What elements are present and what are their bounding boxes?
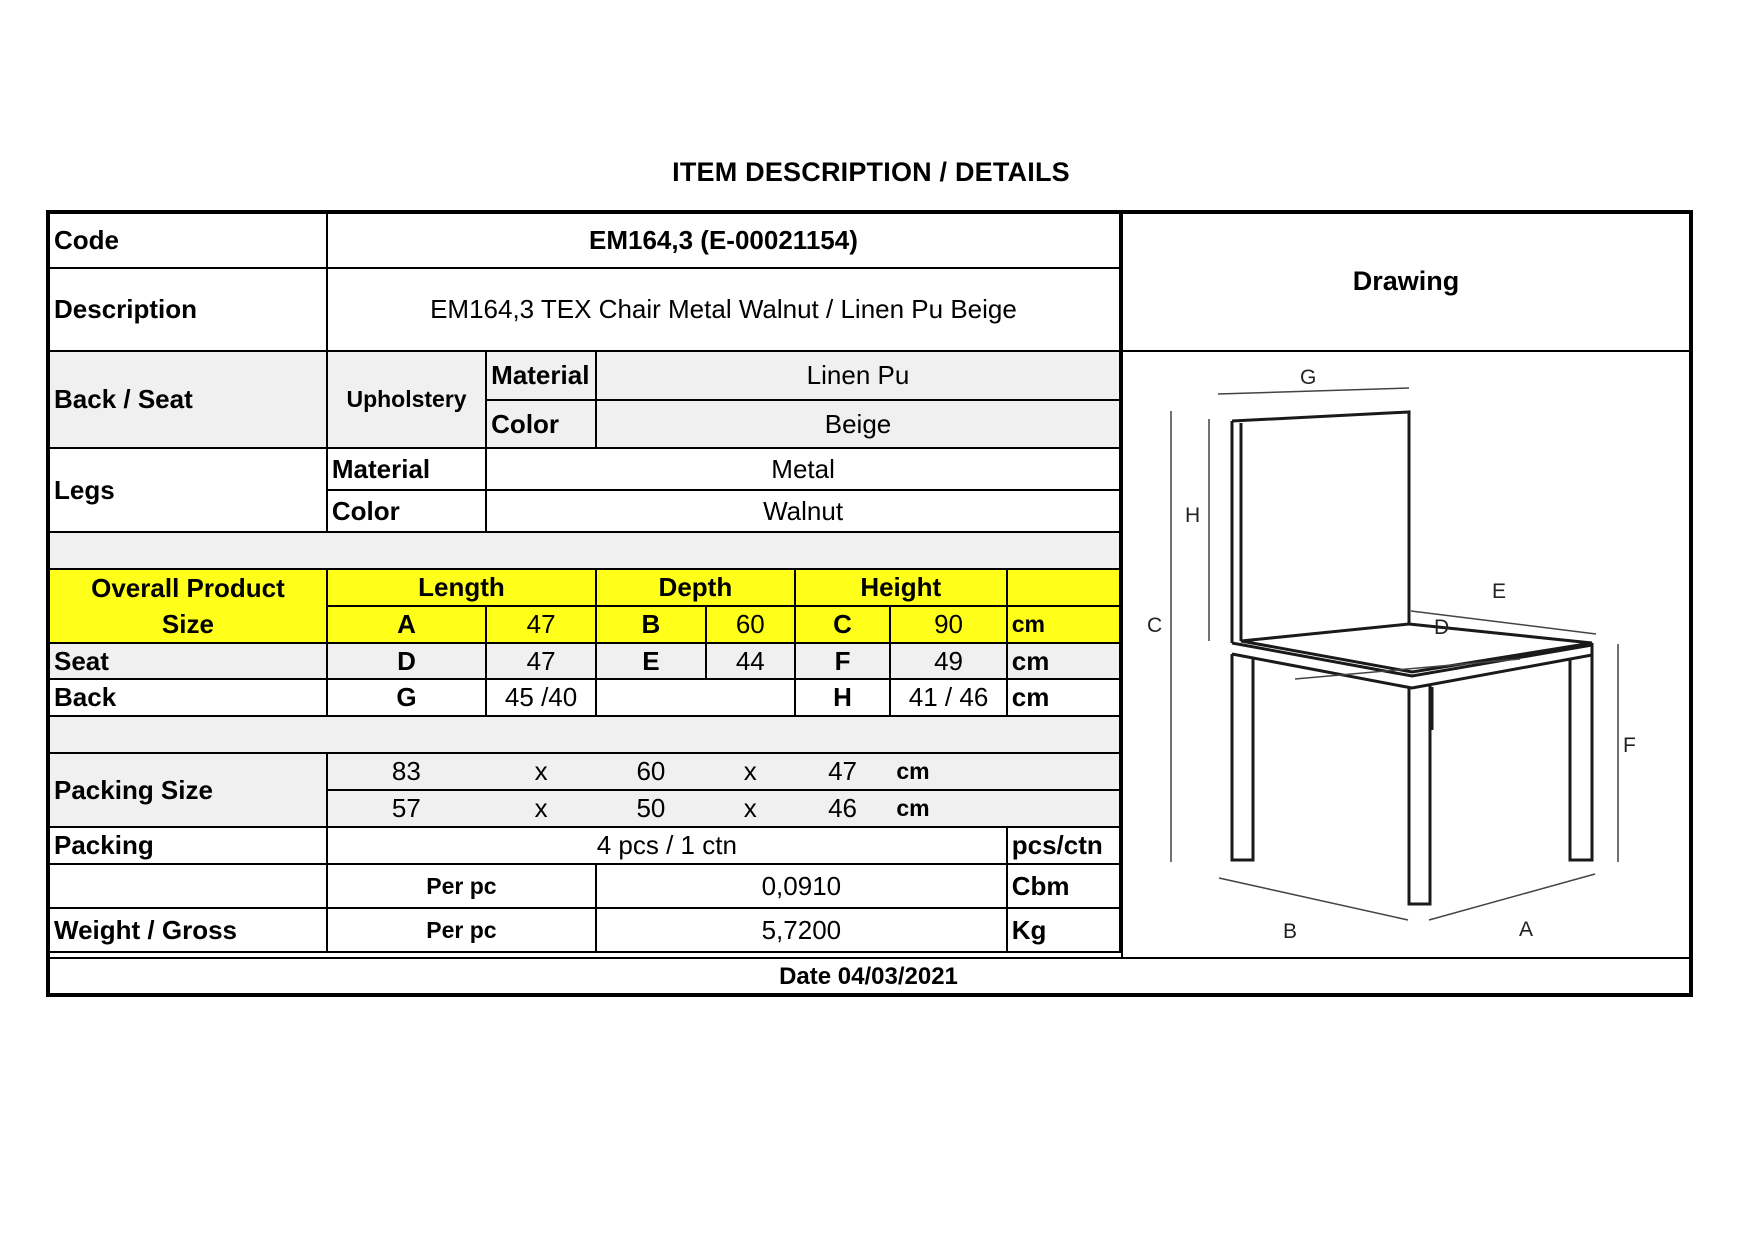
date-footer: Date 04/03/2021	[48, 957, 1689, 995]
dim-c-value: 90	[890, 606, 1006, 643]
upholstery-label: Upholstery	[327, 351, 486, 448]
dim-g-value: 45 /40	[486, 679, 596, 716]
weight-unit: Kg	[1007, 908, 1120, 952]
dim-h-value: 41 / 46	[890, 679, 1006, 716]
unit-header	[1007, 569, 1120, 606]
spacer-row	[49, 532, 1120, 569]
legs-color-label: Color	[327, 490, 486, 532]
drawing-column	[1121, 212, 1689, 957]
page-title: ITEM DESCRIPTION / DETAILS	[672, 157, 1070, 187]
dim-e-value: 44	[706, 643, 795, 679]
dim-d-letter: D	[327, 643, 486, 679]
volume-per: Per pc	[327, 864, 596, 908]
legs-color-value: Walnut	[486, 490, 1120, 532]
spec-table	[48, 212, 1121, 953]
dim-a-letter: A	[327, 606, 486, 643]
dim-label-f: F	[1623, 734, 1636, 757]
description-label: Description	[49, 268, 327, 351]
pack2-width: 50	[596, 790, 706, 827]
spacer-row-2	[49, 716, 1120, 753]
packing-value: 4 pcs / 1 ctn	[327, 827, 1007, 864]
dim-label-g: G	[1300, 366, 1317, 389]
back-unit: cm	[1007, 679, 1120, 716]
pack1-length: 83	[327, 753, 486, 790]
back-empty-cell	[596, 679, 795, 716]
pack2-x2: x	[706, 790, 795, 827]
back-seat-material-value: Linen Pu	[596, 351, 1120, 400]
packing-unit: pcs/ctn	[1007, 827, 1120, 864]
overall-size-label-line2: Size	[161, 609, 214, 639]
back-seat-label: Back / Seat	[49, 351, 327, 448]
dim-d-value: 47	[486, 643, 596, 679]
pack1-unit: cm	[890, 753, 1120, 790]
volume-value: 0,0910	[596, 864, 1007, 908]
seat-unit: cm	[1007, 643, 1120, 679]
dim-b-letter: B	[596, 606, 706, 643]
legs-label: Legs	[49, 448, 327, 532]
dim-label-b: B	[1283, 920, 1298, 943]
weight-label: Weight / Gross	[49, 908, 327, 952]
packing-size-label: Packing Size	[49, 753, 327, 827]
back-seat-material-label: Material	[486, 351, 596, 400]
dim-label-h: H	[1185, 504, 1201, 527]
volume-unit: Cbm	[1007, 864, 1120, 908]
overall-unit: cm	[1007, 606, 1120, 643]
pack1-x2: x	[706, 753, 795, 790]
dim-e-letter: E	[596, 643, 706, 679]
code-value: EM164,3 (E-00021154)	[327, 213, 1120, 268]
back-seat-color-label: Color	[486, 400, 596, 448]
pack2-x1: x	[486, 790, 596, 827]
pack2-length: 57	[327, 790, 486, 827]
dimension-labels	[1147, 366, 1636, 943]
packing-label: Packing	[49, 827, 327, 864]
overall-size-label	[49, 569, 327, 643]
description-value: EM164,3 TEX Chair Metal Walnut / Linen Pu Beige	[327, 268, 1120, 351]
depth-header: Depth	[596, 569, 795, 606]
pack1-width: 60	[596, 753, 706, 790]
dim-h-letter: H	[795, 679, 891, 716]
pack1-x1: x	[486, 753, 596, 790]
pack2-unit: cm	[890, 790, 1120, 827]
length-header: Length	[327, 569, 596, 606]
code-label: Code	[49, 213, 327, 268]
dim-label-c: C	[1147, 614, 1163, 637]
pack1-height: 47	[795, 753, 891, 790]
dim-g-letter: G	[327, 679, 486, 716]
dim-label-d: D	[1434, 616, 1450, 639]
chair-outline	[1232, 412, 1592, 904]
height-header: Height	[795, 569, 1007, 606]
back-label: Back	[49, 679, 327, 716]
drawing-header: Drawing	[1123, 212, 1689, 352]
dim-b-value: 60	[706, 606, 795, 643]
dim-label-e: E	[1492, 580, 1507, 603]
pack2-height: 46	[795, 790, 891, 827]
dim-label-a: A	[1519, 918, 1534, 941]
volume-label-empty	[49, 864, 327, 908]
legs-material-value: Metal	[486, 448, 1120, 490]
dim-f-value: 49	[890, 643, 1006, 679]
drawing-area	[1123, 352, 1689, 957]
weight-value: 5,7200	[596, 908, 1007, 952]
legs-material-label: Material	[327, 448, 486, 490]
weight-per: Per pc	[327, 908, 596, 952]
overall-size-label-line1: Overall Product	[91, 573, 285, 603]
dim-f-letter: F	[795, 643, 891, 679]
back-seat-color-value: Beige	[596, 400, 1120, 448]
seat-label: Seat	[49, 643, 327, 679]
dim-c-letter: C	[795, 606, 891, 643]
chair-drawing	[1123, 352, 1689, 957]
dim-a-value: 47	[486, 606, 596, 643]
